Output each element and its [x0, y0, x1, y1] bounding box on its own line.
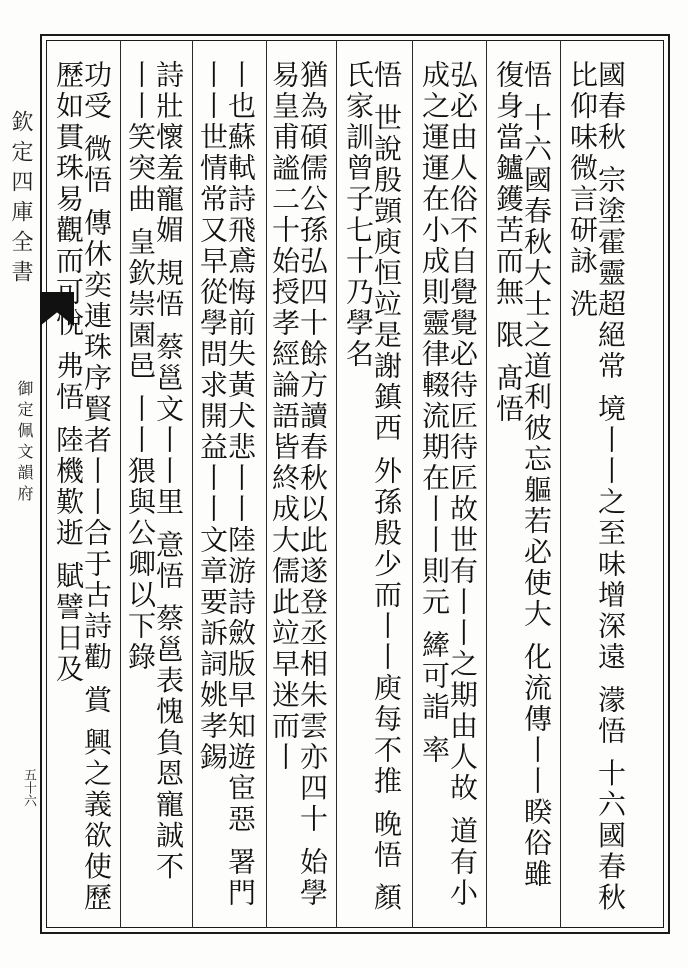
- text-column-7: 詩壯懷羞寵媚 規悟 蔡邕文丨丨里 意悟 蔡邕表愧負恩寵誠不 丨丨笑突曲 皇欽崇園邑 丨丨猥與公卿以下錄: [124, 60, 185, 883]
- text-column-2: 悟 十六國春秋大士之道利彼忘軀若必使大 化流傳丨丨睽俗雖復身當鑪鑊苦而無 限 髙悟: [492, 60, 553, 890]
- page-number: 五十六: [21, 768, 36, 807]
- column-divider: [486, 40, 487, 928]
- text-column-3: 弘必由人俗不自覺覺必待匠待匠故世有丨丨之期由人故 道有小成之運運在小成則靈律輟流期在丨丨則元 縴可詣 率: [418, 60, 479, 909]
- column-divider: [560, 40, 561, 928]
- text-column-4: 悟 世說殷顗庾恒竝是謝鎮西 外孫殷少而丨丨庾每不推 晚悟 顏氏家訓曾子七十乃學名: [342, 60, 403, 914]
- column-divider: [412, 40, 413, 928]
- margin-strip: [0, 40, 44, 928]
- column-divider: [336, 40, 337, 928]
- column-divider: [120, 40, 121, 928]
- text-column-1: 國春秋 宗塗霍靈超絕常 境丨丨之至味增深遠 濛悟 十六國春秋比仰味微言研詠 洗: [566, 60, 627, 914]
- column-divider: [266, 40, 267, 928]
- text-column-5: 猶為碩儒公孫弘四十餘方讀春秋以此遂登丞相朱雲亦四十 始學易皇甫謐二十始授孝經論語皆終成大儒此竝早迷而丨: [268, 60, 329, 909]
- text-column-8: 功受 微悟 傳休奕連珠序賢者丨丨合于古詩勸 賞 興之義欲使歷歷如貫珠易觀而可悅 弗悟 陸機歎逝 賦譬日及: [52, 60, 113, 914]
- column-divider: [192, 40, 193, 928]
- text-column-6: 丨也蘇軾詩飛鳶悔前失黃犬悲丨丨陸游詩斂版早知遊宦惡 署門丨丨世情常又早從學問求開益丨丨文章要訴詞姚孝錫: [196, 60, 257, 909]
- margin-sub-title: 御定佩文韻府: [15, 380, 34, 506]
- margin-book-title: 欽定四庫全書: [8, 110, 33, 290]
